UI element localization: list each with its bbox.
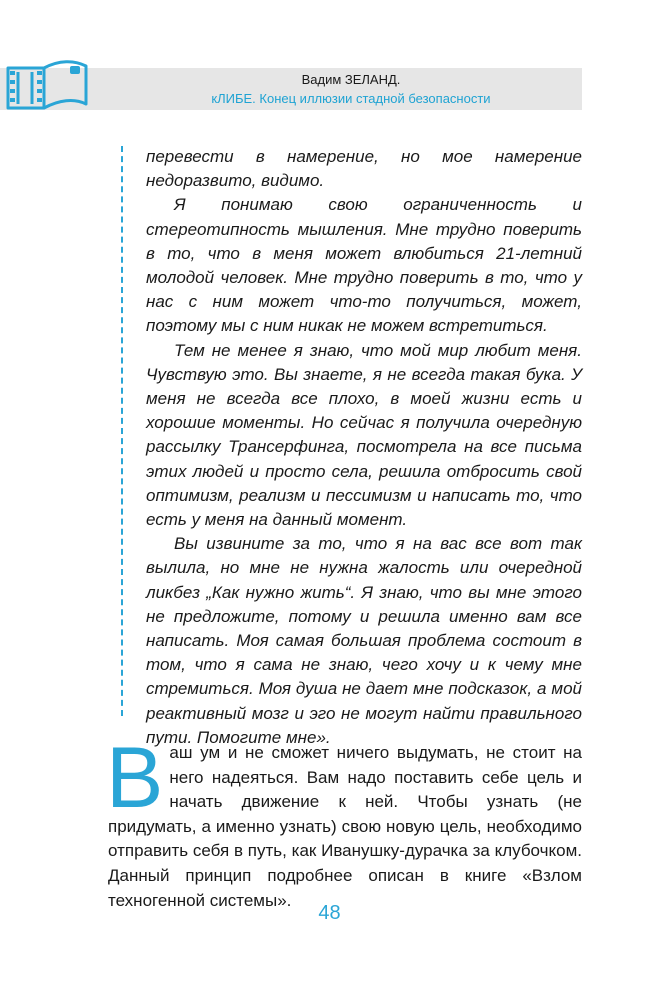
quote-paragraph: перевести в намерение, но мое намерение недоразвито, видимо. xyxy=(146,147,582,191)
body-paragraph xyxy=(106,730,582,913)
quote-paragraph: Я понимаю свою ограниченность и стереотипность мышления. Мне трудно поверить в то, что в меня может влюбиться 21-летний молодой человек. Мне трудно поверить в то, что у нас с ним может что-то получиться, может, поэтому мы с ним никак не можем встретиться. xyxy=(146,195,582,336)
quote-paragraph: Вы извините за то, что я на вас все вот так вылила, но мне не нужна жалость или очередной ликбез „Как нужно жить“. Я знаю, что вы мне этого не предложите, потому и решила именно вам все написать. Моя самая большая проблема состоит в том, что я сама не знаю, чего хочу и к чему мне стремиться. Моя душа не дает мне подсказок, а мой реактивный мозг и эго не могут найти правильного пути. Помогите мне». xyxy=(146,534,582,747)
quoted-letter xyxy=(146,145,582,750)
film-strip-icon xyxy=(4,50,94,124)
quote-margin-rule xyxy=(121,146,123,716)
running-header-book-title: кЛИБЕ. Конец иллюзии стадной безопасности xyxy=(211,91,491,106)
page-number: 48 xyxy=(318,902,341,924)
body-text: аш ум и не сможет ничего выдумать, не стоит на него надеяться. Вам надо поставить себе цель и начать движение к ней. Чтобы узнать (не придумать, а именно узнать) свою новую цель, необходимо отправить себя в путь, как Иванушку-дурачка за клубочком. Данный принцип подробнее описан в книге «Взлом техногенной системы». xyxy=(108,743,582,910)
quote-paragraph: Тем не менее я знаю, что мой мир любит меня. Чувствую это. Вы знаете, я не всегда такая бука. У меня не всегда все плохо, в моей жизни есть и хорошие моменты. Но сейчас я получила очередную рассылку Трансерфинга, посмотрела на все письма этих людей и просто села, решила отбросить свой оптимизм, реализм и пессимизм и написать то, что есть у меня на данный момент. xyxy=(146,340,582,530)
running-header-author: Вадим ЗЕЛАНД. xyxy=(301,72,401,87)
drop-cap: В xyxy=(106,730,164,826)
